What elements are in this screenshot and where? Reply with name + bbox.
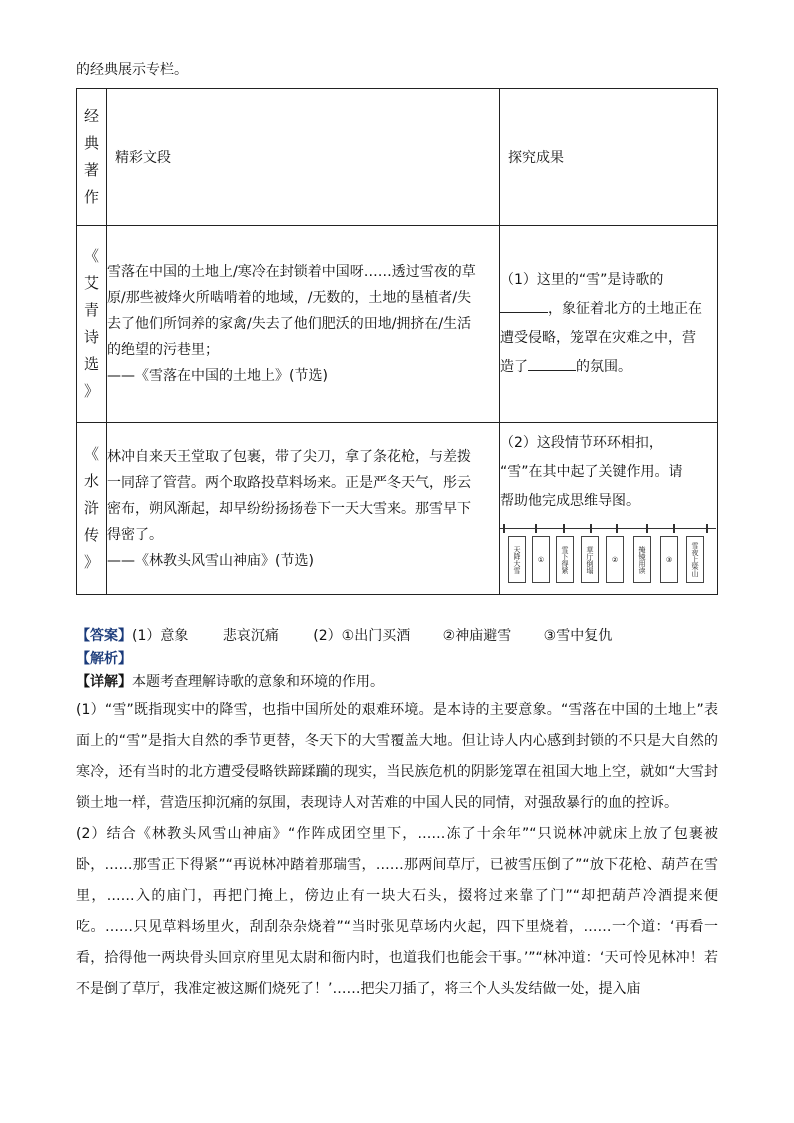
mind-map-node: 雪夜上梁山 bbox=[686, 536, 704, 583]
mind-map-node: 雪下得紧 bbox=[556, 536, 574, 583]
answer-part: (2）①出门买酒 bbox=[313, 628, 411, 644]
explanation-paragraph-1: (1）“雪”既指现实中的降雪，也指中国所处的艰难环境。是本诗的主要意象。“雪落在中国的土地上”表面上的“雪”是指大自然的季节更替，冬天下的大雪覆盖大地。但让诗人内心感到封锁的不只是大自然的寒冷，还有当时的北方遭受侵略铁蹄蹂躏的现实，当民族危机的阴影笼罩在祖国大地上空，就如“大雪封锁土地一样，营造压抑沉痛的氛围，表现诗人对苦难的中国人民的同情，对强敌暴行的血的控诉。 bbox=[76, 702, 718, 811]
passage-aiqing: 雪落在中国的土地上/寒冷在封锁着中国呀……透过雪夜的草 原/那些被烽火所啮啃着的地域，/无数的，土地的垦植者/失 去了他们所饲养的家禽/失去了他们肥沃的田地/拥挤在/生活 的绝望的污巷里； ——《雪落在中国的土地上》(节选) bbox=[107, 226, 500, 423]
detail-label: 【详解】 bbox=[76, 674, 132, 690]
mind-map-node: 掩镜用读 bbox=[633, 536, 651, 583]
result-shuihu: （2）这段情节环环相扣， “雪”在其中起了关键作用。请 帮助他完成思维导图。 天降大雪 ① 雪下得紧 草厅倒塌 ② 掩镜用读 ③ 雪夜上梁山 bbox=[500, 423, 718, 595]
explanation-paragraph-2: (2）结合《林教头风雪山神庙》“作阵成团空里下，……冻了十余年”“只说林冲就床上放了包裹被卧，……那雪正下得紧”“再说林冲踏着那瑞雪，……那两间草厅，已被雪压倒了”“放下花枪、葫芦在雪里，……入的庙门，再把门掩上，傍边止有一块大石头，掇将过来靠了门”“却把葫芦冷酒提来便吃。……只见草料场里火，刮刮杂杂烧着”“当时张见草场内火起，四下里烧着，……一个道：‘再看一看，拾得他一两块骨头回京府里见太尉和衙内时，也道我们也能会干事。’”“林冲道：‘天可怜见林冲！若不是倒了草厅，我准定被这厮们烧死了！’……把尖刀插了，将三个人头发结做一处，提入庙 bbox=[76, 826, 718, 997]
mind-map bbox=[500, 522, 716, 588]
mind-map-blank-node[interactable]: ③ bbox=[660, 536, 678, 583]
analysis-label: 【解析】 bbox=[76, 651, 132, 667]
mind-map-node: 天降大雪 bbox=[508, 536, 526, 583]
header-classic-works: 经 典 著 作 bbox=[77, 89, 107, 226]
mind-map-blank-node[interactable]: ② bbox=[606, 536, 624, 583]
answer-part: (1）意象 bbox=[132, 628, 189, 644]
answer-blank-2[interactable] bbox=[528, 356, 576, 371]
answer-blank-1[interactable] bbox=[500, 298, 548, 313]
works-table bbox=[76, 88, 718, 595]
answer-label: 【答案】 bbox=[76, 628, 132, 644]
header-passage: 精彩文段 bbox=[107, 89, 500, 226]
answer-part: ③雪中复仇 bbox=[543, 628, 613, 644]
book-title-aiqing: 《 艾 青 诗 选 》 bbox=[77, 226, 107, 423]
passage-shuihu: 林冲自来天王堂取了包裹，带了尖刀，拿了条花枪，与差拨 一同辞了管营。两个取路投草料场来。正是严冬天气，彤云 密布，朔风渐起，却早纷纷扬扬卷下一天大雪来。那雪早下 得密了。 ——《林教头风雪山神庙》(节选) bbox=[107, 423, 500, 595]
mind-map-blank-node[interactable]: ① bbox=[532, 536, 550, 583]
result-aiqing: （1）这里的“雪”是诗歌的 ，象征着北方的土地正在 遭受侵略，笼罩在灾难之中，营 造了 的氛围。 bbox=[500, 226, 718, 423]
book-title-shuihu: 《 水 浒 传 》 bbox=[77, 423, 107, 595]
table-row-shuihu bbox=[77, 423, 718, 595]
answer-part: 悲哀沉痛 bbox=[222, 628, 279, 644]
detail-text: 本题考查理解诗歌的意象和环境的作用。 bbox=[132, 674, 384, 690]
mind-map-node: 草厅倒塌 bbox=[581, 536, 599, 583]
answer-line bbox=[76, 625, 718, 647]
header-result: 探究成果 bbox=[500, 89, 718, 226]
answer-part: ②神庙避雪 bbox=[442, 628, 512, 644]
answer-section bbox=[76, 625, 718, 1005]
table-row-aiqing bbox=[77, 226, 718, 423]
mind-map-timeline bbox=[500, 528, 716, 529]
detail-line bbox=[76, 671, 718, 693]
table-header-row bbox=[77, 89, 718, 226]
intro-text: 的经典展示专栏。 bbox=[76, 62, 188, 78]
